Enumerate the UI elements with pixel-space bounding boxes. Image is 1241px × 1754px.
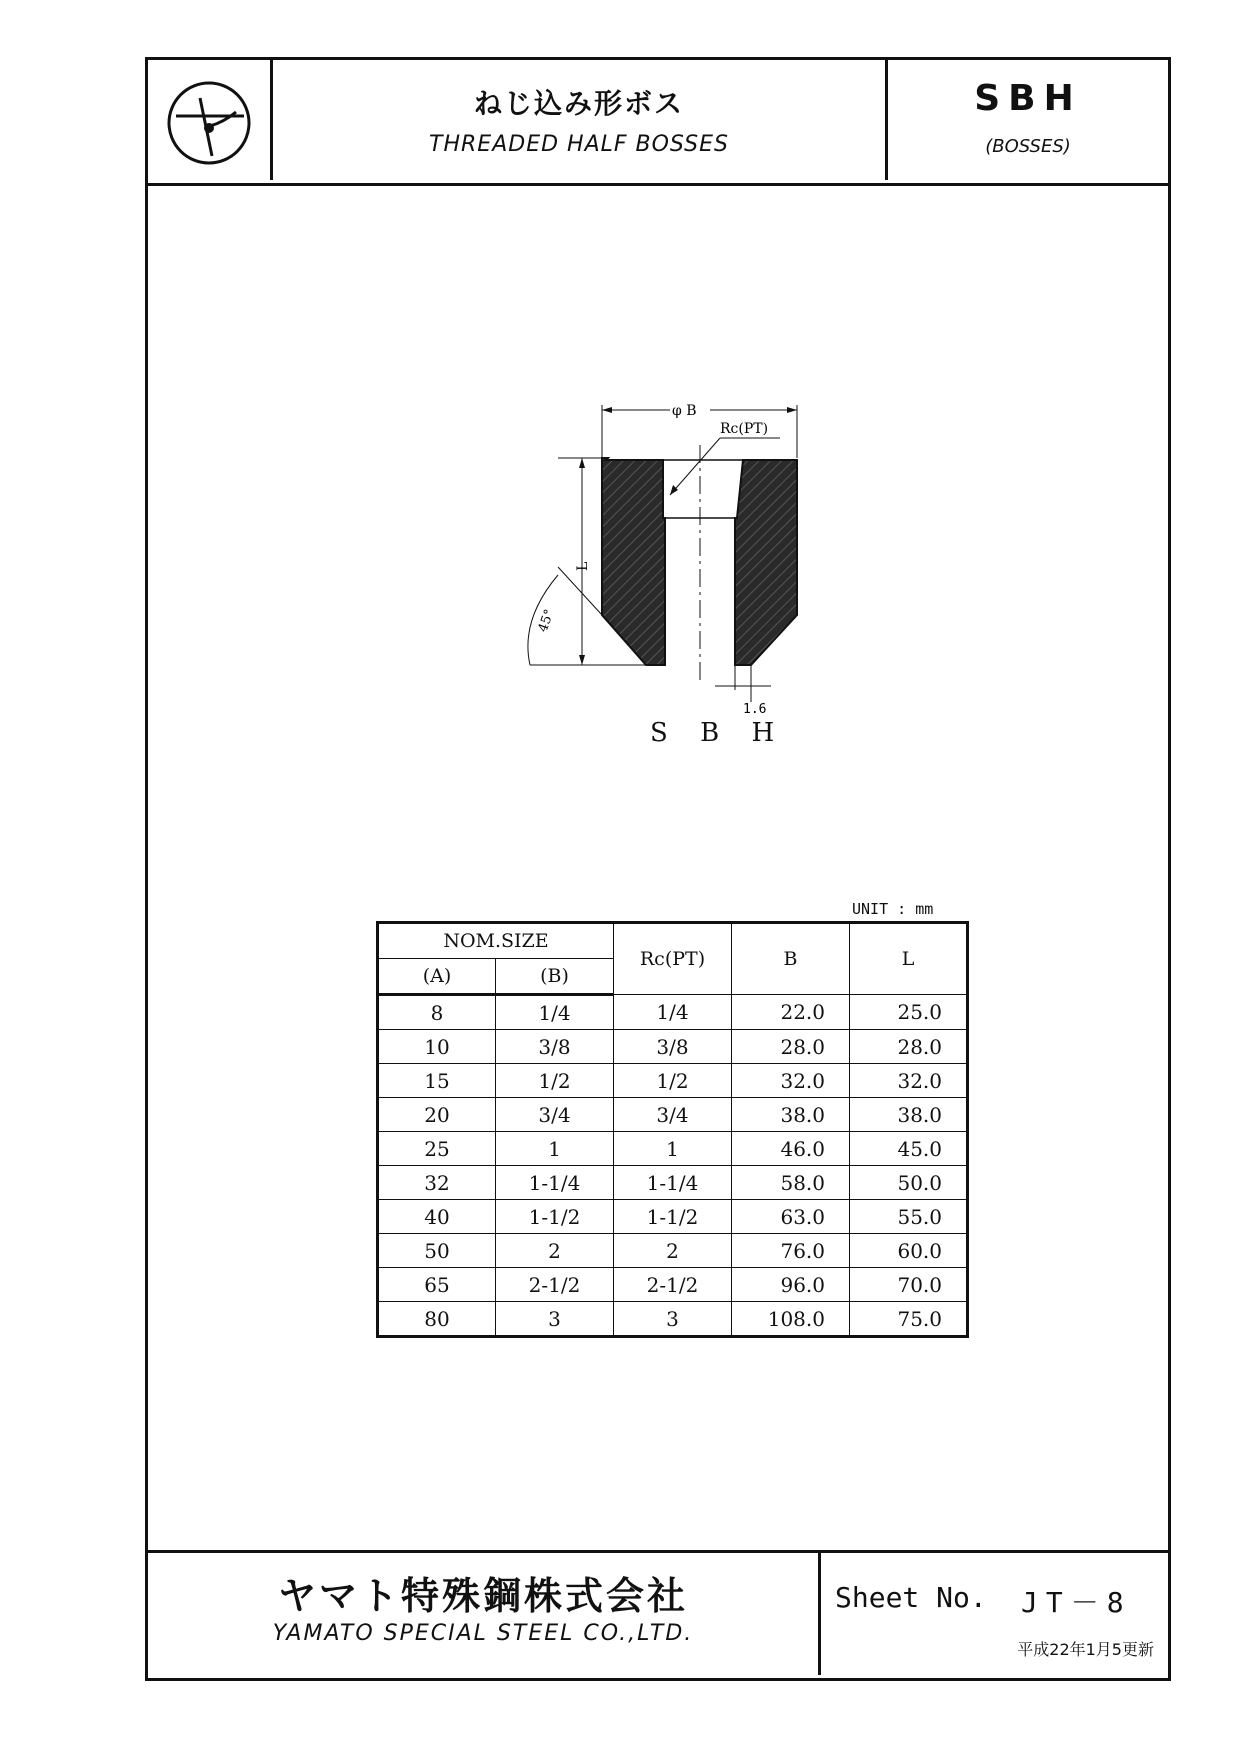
table-row [378,1030,968,1064]
cell-b: 1-1/2 [496,1200,614,1234]
cell-rc: 2-1/2 [614,1268,732,1302]
header-nom-size: NOM.SIZE [378,923,614,959]
cell-a: 8 [378,995,496,1030]
product-category: (BOSSES) [985,136,1071,157]
table-row [378,1098,968,1132]
drawing-caption: S B H [650,718,787,748]
boss-wall-right [735,460,797,665]
drawing-sheet [145,57,1171,1681]
sbh-section-drawing [380,330,860,720]
cell-rc: 1/4 [614,995,732,1030]
title-english: THREADED HALF BOSSES [429,132,729,157]
cell-rc: 3 [614,1302,732,1337]
cell-b-dia: 32.0 [732,1064,850,1098]
company-cell [148,1553,821,1675]
footer-block [148,1550,1168,1678]
cell-rc: 2 [614,1234,732,1268]
company-name-english: YAMATO SPECIAL STEEL CO.,LTD. [272,1621,694,1646]
unit-label: UNIT : mm [852,900,934,918]
cell-b-dia: 38.0 [732,1098,850,1132]
code-cell [888,60,1168,180]
cell-a: 10 [378,1030,496,1064]
cell-l: 32.0 [850,1064,968,1098]
title-block [148,60,1168,186]
dimension-l-label: L [575,561,591,571]
table-row [378,1234,968,1268]
cell-l: 25.0 [850,995,968,1030]
title-japanese: ねじ込み形ボス [473,87,684,120]
cell-b-dia: 76.0 [732,1234,850,1268]
cell-b: 2-1/2 [496,1268,614,1302]
cell-l: 70.0 [850,1268,968,1302]
dimension-chamfer-label: 1.6 [743,702,767,717]
cell-a: 40 [378,1200,496,1234]
dimension-b-label: φ B [672,403,697,419]
boss-wall-left [602,458,665,665]
cell-b: 1-1/4 [496,1166,614,1200]
title-cell [273,60,888,180]
product-code: SBH [974,78,1082,119]
dimension-angle-label: 45° [535,607,558,635]
cell-l: 60.0 [850,1234,968,1268]
company-name-japanese: ヤマト特殊鋼株式会社 [277,1574,688,1618]
cell-b: 3 [496,1302,614,1337]
cell-l: 38.0 [850,1098,968,1132]
table-row [378,1166,968,1200]
cell-b: 1/4 [496,995,614,1030]
cell-b: 3/4 [496,1098,614,1132]
header-b-size: (B) [496,959,614,995]
cell-b: 1/2 [496,1064,614,1098]
header-rc: Rc(PT) [614,923,732,995]
cell-a: 50 [378,1234,496,1268]
table-row [378,1132,968,1166]
sheet-number-value: JT－8 [1021,1586,1132,1619]
cell-a: 65 [378,1268,496,1302]
yamato-logo-icon [164,78,254,168]
cell-rc: 1-1/2 [614,1200,732,1234]
table-row [378,1200,968,1234]
cell-l: 75.0 [850,1302,968,1337]
table-header-row [378,923,968,959]
cell-rc: 1 [614,1132,732,1166]
cell-b: 2 [496,1234,614,1268]
cell-a: 15 [378,1064,496,1098]
header-l: L [850,923,968,995]
dimension-rc-label: Rc(PT) [720,421,769,437]
cell-b-dia: 63.0 [732,1200,850,1234]
table-row [378,995,968,1030]
dimension-table [376,921,969,1338]
cell-b-dia: 22.0 [732,995,850,1030]
cell-b-dia: 96.0 [732,1268,850,1302]
cell-b: 3/8 [496,1030,614,1064]
cell-l: 45.0 [850,1132,968,1166]
sheet-number-label: Sheet No. [835,1581,987,1614]
revision-date: 平成22年1月5更新 [1017,1640,1154,1659]
cell-l: 50.0 [850,1166,968,1200]
table-row [378,1268,968,1302]
cell-l: 28.0 [850,1030,968,1064]
cell-rc: 1/2 [614,1064,732,1098]
cell-a: 20 [378,1098,496,1132]
cell-b-dia: 28.0 [732,1030,850,1064]
cell-a: 25 [378,1132,496,1166]
cell-b-dia: 108.0 [732,1302,850,1337]
header-b: B [732,923,850,995]
cell-rc: 3/8 [614,1030,732,1064]
cell-rc: 1-1/4 [614,1166,732,1200]
sheet-number-cell [821,1553,1168,1675]
logo-cell [148,60,273,180]
cell-rc: 3/4 [614,1098,732,1132]
cell-l: 55.0 [850,1200,968,1234]
cell-b: 1 [496,1132,614,1166]
cell-b-dia: 58.0 [732,1166,850,1200]
cell-a: 80 [378,1302,496,1337]
cell-a: 32 [378,1166,496,1200]
table-row [378,1064,968,1098]
table-row [378,1302,968,1337]
header-a: (A) [378,959,496,995]
cell-b-dia: 46.0 [732,1132,850,1166]
